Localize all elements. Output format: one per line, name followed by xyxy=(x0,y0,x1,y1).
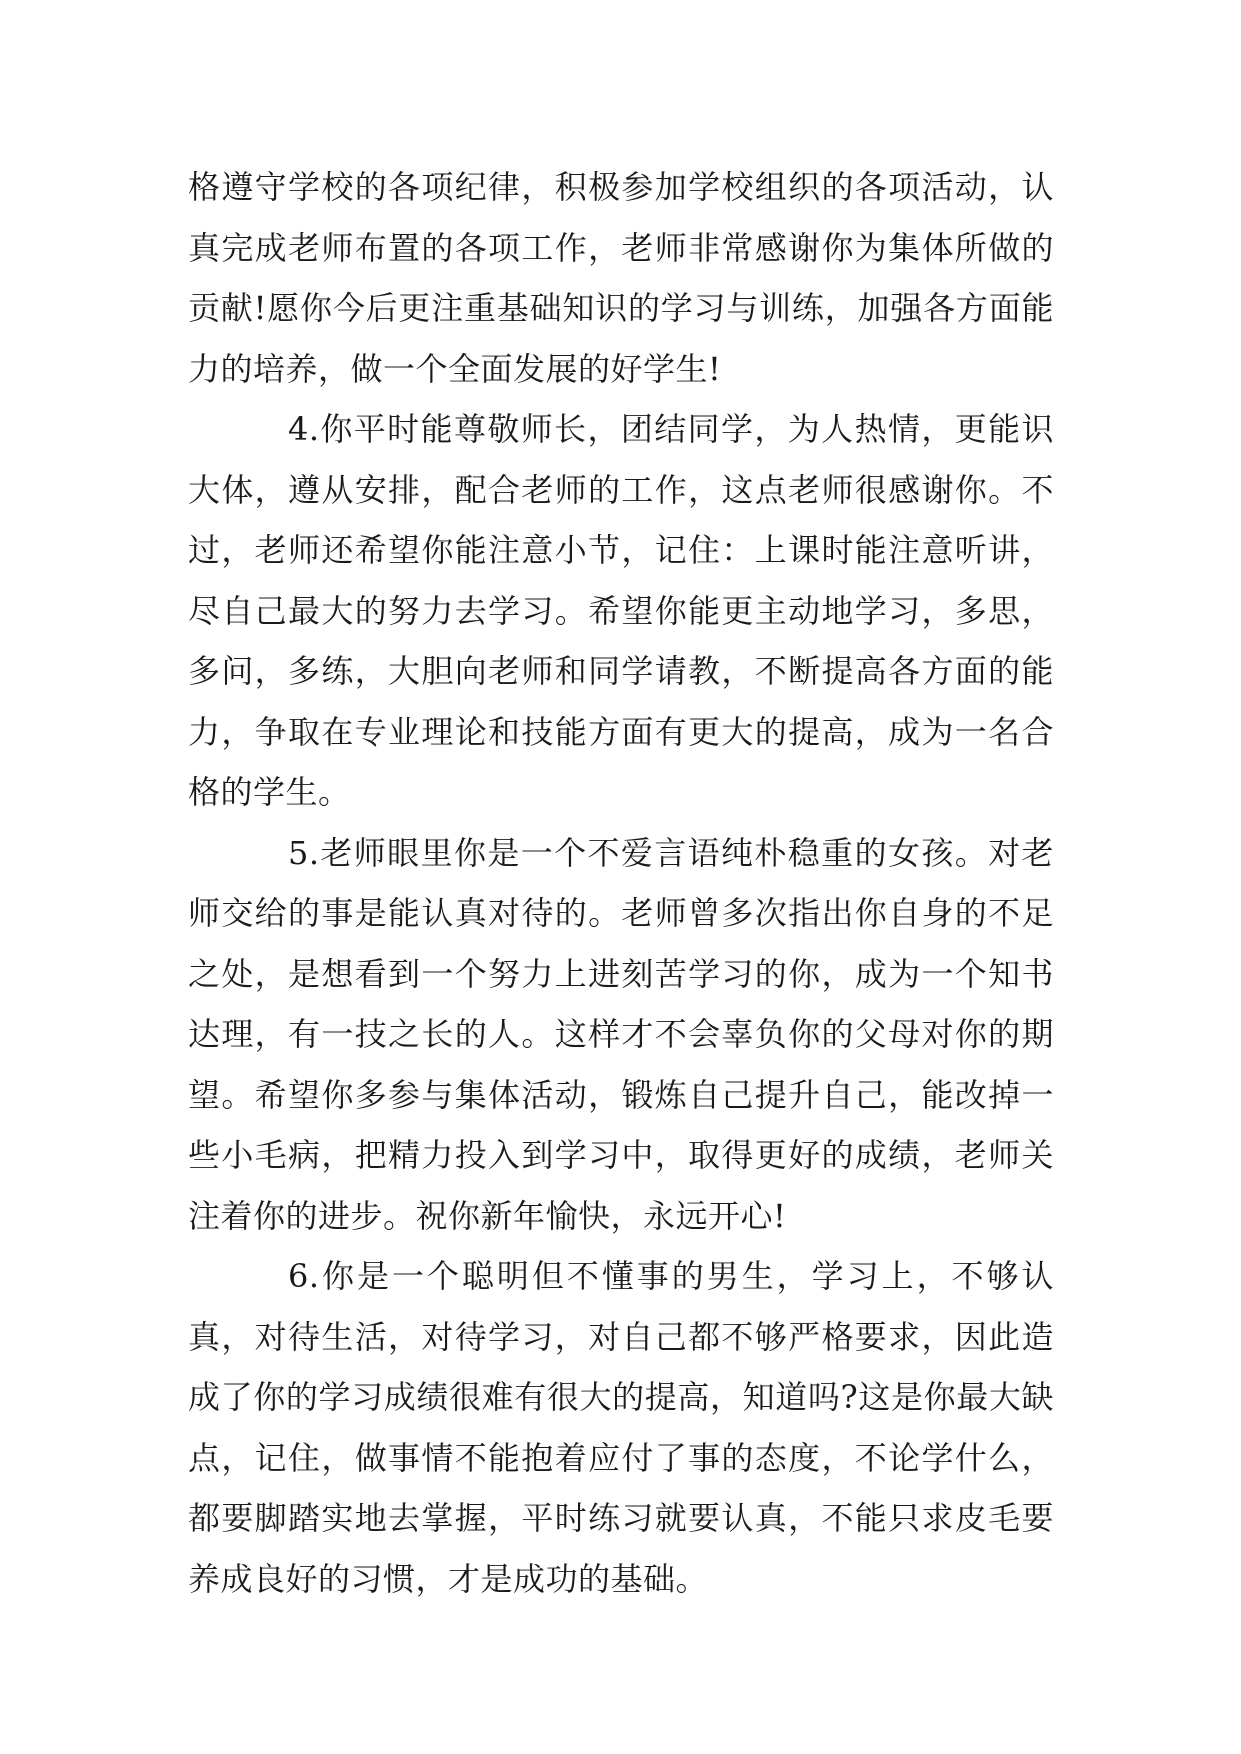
paragraph-item-4: 4.你平时能尊敬师长，团结同学，为人热情，更能识大体，遵从安排，配合老师的工作，这点老师很感谢你。不过，老师还希望你能注意小节，记住：上课时能注意听讲，尽自己最大的努力去学习。希望你能更主动地学习，多思，多问，多练，大胆向老师和同学请教，不断提高各方面的能力，争取在专业理论和技能方面有更大的提高，成为一名合格的学生。 xyxy=(188,410,1054,811)
paragraph-continuation: 格遵守学校的各项纪律，积极参加学校组织的各项活动，认真完成老师布置的各项工作，老师非常感谢你为集体所做的贡献!愿你今后更注重基础知识的学习与训练，加强各方面能力的培养，做一个全面发展的好学生! xyxy=(188,168,1054,388)
document-body xyxy=(188,157,1054,1609)
paragraph-item-6: 6.你是一个聪明但不懂事的男生，学习上，不够认真，对待生活，对待学习，对自己都不够严格要求，因此造成了你的学习成绩很难有很大的提高，知道吗?这是你最大缺点，记住，做事情不能抱着应付了事的态度，不论学什么，都要脚踏实地去掌握，平时练习就要认真，不能只求皮毛要养成良好的习惯，才是成功的基础。 xyxy=(188,1257,1054,1598)
paragraph-item-5: 5.老师眼里你是一个不爱言语纯朴稳重的女孩。对老师交给的事是能认真对待的。老师曾多次指出你自身的不足之处，是想看到一个努力上进刻苦学习的你，成为一个知书达理，有一技之长的人。这样才不会辜负你的父母对你的期望。希望你多参与集体活动，锻炼自己提升自己，能改掉一些小毛病，把精力投入到学习中，取得更好的成绩，老师关注着你的进步。祝你新年愉快，永远开心! xyxy=(188,833,1054,1235)
